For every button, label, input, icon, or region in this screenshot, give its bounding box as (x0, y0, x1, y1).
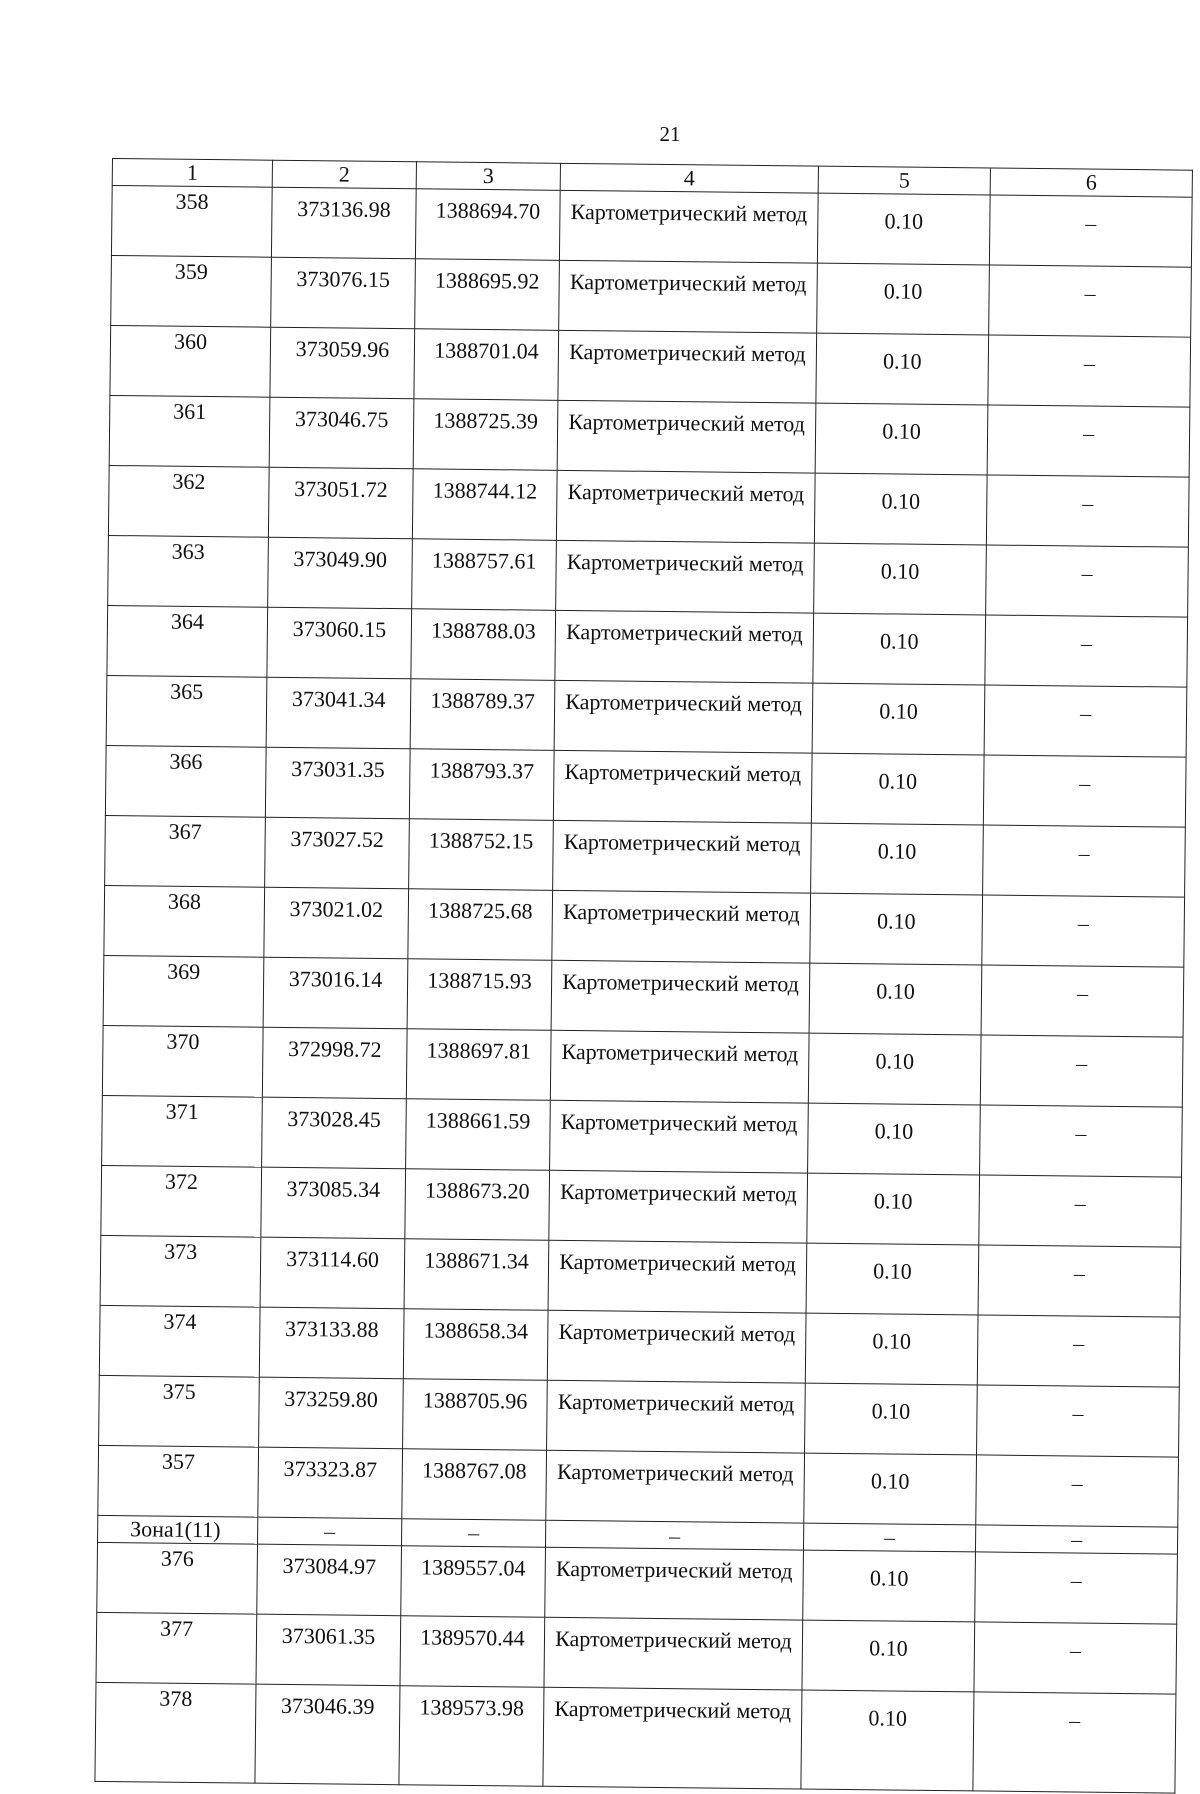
accuracy: 0.10 (801, 1690, 974, 1791)
point-number: 364 (107, 605, 268, 677)
table-row (108, 535, 1189, 617)
y-coordinate: 1388658.34 (403, 1309, 548, 1381)
table-row (99, 1305, 1180, 1387)
accuracy: 0.10 (812, 683, 985, 755)
y-coordinate: 1388701.04 (414, 329, 559, 401)
table-row (100, 1235, 1181, 1317)
method: Картометрический метод (551, 960, 810, 1033)
table-row (102, 1095, 1183, 1177)
method: Картометрический метод (547, 1380, 806, 1453)
accuracy: 0.10 (805, 1313, 978, 1385)
accuracy: 0.10 (816, 333, 989, 405)
note: – (981, 965, 1184, 1037)
table-row (109, 395, 1190, 477)
table-row (98, 1445, 1179, 1527)
accuracy: 0.10 (806, 1243, 979, 1315)
y-coordinate: 1388695.92 (415, 259, 560, 331)
table-body (95, 186, 1192, 1794)
note: – (984, 685, 1187, 757)
x-coordinate: 373076.15 (271, 257, 416, 329)
table-row (103, 955, 1184, 1037)
method: Картометрический метод (554, 680, 813, 753)
y-coordinate: 1389573.98 (399, 1686, 544, 1787)
method: Картометрический метод (555, 610, 814, 683)
point-number: 375 (99, 1375, 260, 1447)
note: – (978, 1245, 1181, 1317)
method: Картометрический метод (550, 1030, 809, 1103)
x-coordinate: 373041.34 (266, 677, 411, 749)
accuracy: – (803, 1523, 975, 1552)
point-number: 373 (100, 1235, 261, 1307)
x-coordinate: 373046.75 (269, 397, 414, 469)
y-coordinate: 1388715.93 (407, 959, 552, 1031)
accuracy: 0.10 (813, 613, 986, 685)
x-coordinate: 373016.14 (263, 957, 408, 1029)
note: – (979, 1175, 1182, 1247)
table-row (111, 186, 1192, 268)
note: – (973, 1692, 1176, 1793)
note: – (980, 1035, 1183, 1107)
note: – (986, 475, 1189, 547)
table-row (96, 1612, 1177, 1694)
point-number: 361 (109, 395, 270, 467)
y-coordinate: 1388705.96 (403, 1379, 548, 1451)
accuracy: 0.10 (814, 473, 987, 545)
table-row (107, 605, 1188, 687)
table-row (105, 815, 1186, 897)
point-number: 366 (105, 745, 266, 817)
note: – (988, 335, 1191, 407)
x-coordinate: 373031.35 (265, 747, 410, 819)
method: Картометрический метод (546, 1450, 805, 1523)
x-coordinate: 373136.98 (271, 187, 416, 259)
point-number: 368 (104, 885, 265, 957)
table-row (105, 745, 1186, 827)
note: – (983, 755, 1186, 827)
note: – (983, 825, 1186, 897)
y-coordinate: – (402, 1519, 546, 1548)
method: Картометрический метод (556, 470, 815, 543)
y-coordinate: 1389570.44 (400, 1616, 545, 1688)
x-coordinate: 373021.02 (264, 887, 409, 959)
y-coordinate: 1388767.08 (402, 1449, 547, 1521)
table-row (108, 465, 1189, 547)
accuracy: 0.10 (802, 1620, 975, 1692)
table-row (95, 1682, 1176, 1793)
accuracy: 0.10 (810, 893, 983, 965)
x-coordinate: 373133.88 (259, 1307, 404, 1379)
y-coordinate: 1389557.04 (401, 1546, 546, 1618)
x-coordinate: 373114.60 (260, 1237, 405, 1309)
note: – (975, 1525, 1177, 1554)
x-coordinate: 373061.35 (256, 1614, 401, 1686)
note: – (985, 615, 1188, 687)
y-coordinate: 1388661.59 (406, 1099, 551, 1171)
point-number: 374 (99, 1305, 260, 1377)
point-number: 359 (111, 255, 272, 327)
note: – (977, 1385, 1180, 1457)
y-coordinate: 1388725.68 (408, 889, 553, 961)
method: Картометрический метод (559, 260, 818, 333)
y-coordinate: 1388725.39 (413, 399, 558, 471)
table-row (110, 325, 1191, 407)
point-number: 370 (102, 1025, 263, 1097)
accuracy: 0.10 (814, 543, 987, 615)
table-row (104, 885, 1185, 967)
x-coordinate: 373051.72 (268, 467, 413, 539)
note: – (976, 1455, 1179, 1527)
point-number: 365 (106, 675, 267, 747)
point-number: 360 (110, 325, 271, 397)
x-coordinate: 373060.15 (267, 607, 412, 679)
accuracy: 0.10 (811, 823, 984, 895)
y-coordinate: 1388694.70 (415, 189, 560, 261)
point-number: 367 (105, 815, 266, 887)
method: Картометрический метод (558, 330, 817, 403)
method: Картометрический метод (543, 1687, 802, 1789)
accuracy: 0.10 (807, 1173, 980, 1245)
accuracy: 0.10 (817, 263, 990, 335)
x-coordinate: 373049.90 (268, 537, 413, 609)
method: Картометрический метод (544, 1617, 803, 1690)
note: – (975, 1552, 1178, 1624)
y-coordinate: 1388744.12 (412, 469, 557, 541)
accuracy: 0.10 (803, 1550, 976, 1622)
x-coordinate: – (258, 1517, 402, 1546)
point-number: 369 (103, 955, 264, 1027)
method: Картометрический метод (550, 1100, 809, 1173)
y-coordinate: 1388789.37 (410, 679, 555, 751)
x-coordinate: 373323.87 (258, 1447, 403, 1519)
point-number: 377 (96, 1612, 257, 1684)
column-header: 6 (990, 168, 1192, 197)
page-number: 21 (659, 122, 681, 146)
method: Картометрический метод (548, 1240, 807, 1313)
note: – (989, 265, 1192, 337)
x-coordinate: 373085.34 (261, 1167, 406, 1239)
point-number: 358 (111, 186, 272, 258)
accuracy: 0.10 (815, 403, 988, 475)
y-coordinate: 1388673.20 (405, 1169, 550, 1241)
method: Картометрический метод (553, 750, 812, 823)
note: – (982, 895, 1185, 967)
column-header: 3 (416, 162, 560, 191)
column-header: 1 (112, 159, 272, 188)
method: Картометрический метод (553, 820, 812, 893)
x-coordinate: 373059.96 (270, 327, 415, 399)
note: – (989, 195, 1192, 267)
x-coordinate: 373084.97 (257, 1544, 402, 1616)
table-row (99, 1375, 1180, 1457)
x-coordinate: 373046.39 (255, 1684, 400, 1785)
note: – (980, 1105, 1183, 1177)
y-coordinate: 1388697.81 (406, 1029, 551, 1101)
method: Картометрический метод (556, 540, 815, 613)
accuracy: 0.10 (808, 1033, 981, 1105)
method: Картометрический метод (549, 1170, 808, 1243)
point-number: 378 (95, 1682, 256, 1783)
point-number: 363 (108, 535, 269, 607)
note: – (987, 405, 1190, 477)
y-coordinate: 1388757.61 (412, 539, 557, 611)
y-coordinate: 1388793.37 (409, 749, 554, 821)
point-number: 372 (101, 1165, 262, 1237)
table-row (106, 675, 1187, 757)
method: Картометрический метод (545, 1547, 804, 1620)
table-row (102, 1025, 1183, 1107)
coordinates-table (94, 158, 1193, 1794)
table-row (101, 1165, 1182, 1247)
x-coordinate: 373027.52 (265, 817, 410, 889)
accuracy: 0.10 (808, 1103, 981, 1175)
y-coordinate: 1388752.15 (409, 819, 554, 891)
x-coordinate: 373028.45 (262, 1097, 407, 1169)
table-row (97, 1542, 1178, 1624)
accuracy: 0.10 (805, 1383, 978, 1455)
point-number: 362 (108, 465, 269, 537)
column-header: 4 (560, 163, 818, 193)
accuracy: 0.10 (809, 963, 982, 1035)
note: – (986, 545, 1189, 617)
accuracy: 0.10 (811, 753, 984, 825)
y-coordinate: 1388788.03 (411, 609, 556, 681)
column-header: 5 (818, 166, 990, 195)
accuracy: 0.10 (817, 193, 990, 265)
table-row (111, 255, 1192, 337)
point-number: 357 (98, 1445, 259, 1517)
x-coordinate: 372998.72 (262, 1027, 407, 1099)
point-number: 371 (102, 1095, 263, 1167)
method: Картометрический метод (559, 190, 818, 263)
method: Картометрический метод (552, 890, 811, 963)
point-number: 376 (97, 1542, 258, 1614)
note: – (974, 1622, 1177, 1694)
column-header: 2 (272, 160, 416, 189)
method: – (545, 1520, 803, 1550)
method: Картометрический метод (547, 1310, 806, 1383)
x-coordinate: 373259.80 (259, 1377, 404, 1449)
method: Картометрический метод (557, 400, 816, 473)
accuracy: 0.10 (804, 1453, 977, 1525)
y-coordinate: 1388671.34 (404, 1239, 549, 1311)
note: – (977, 1315, 1180, 1387)
zone-label: Зона1(11) (98, 1515, 258, 1544)
